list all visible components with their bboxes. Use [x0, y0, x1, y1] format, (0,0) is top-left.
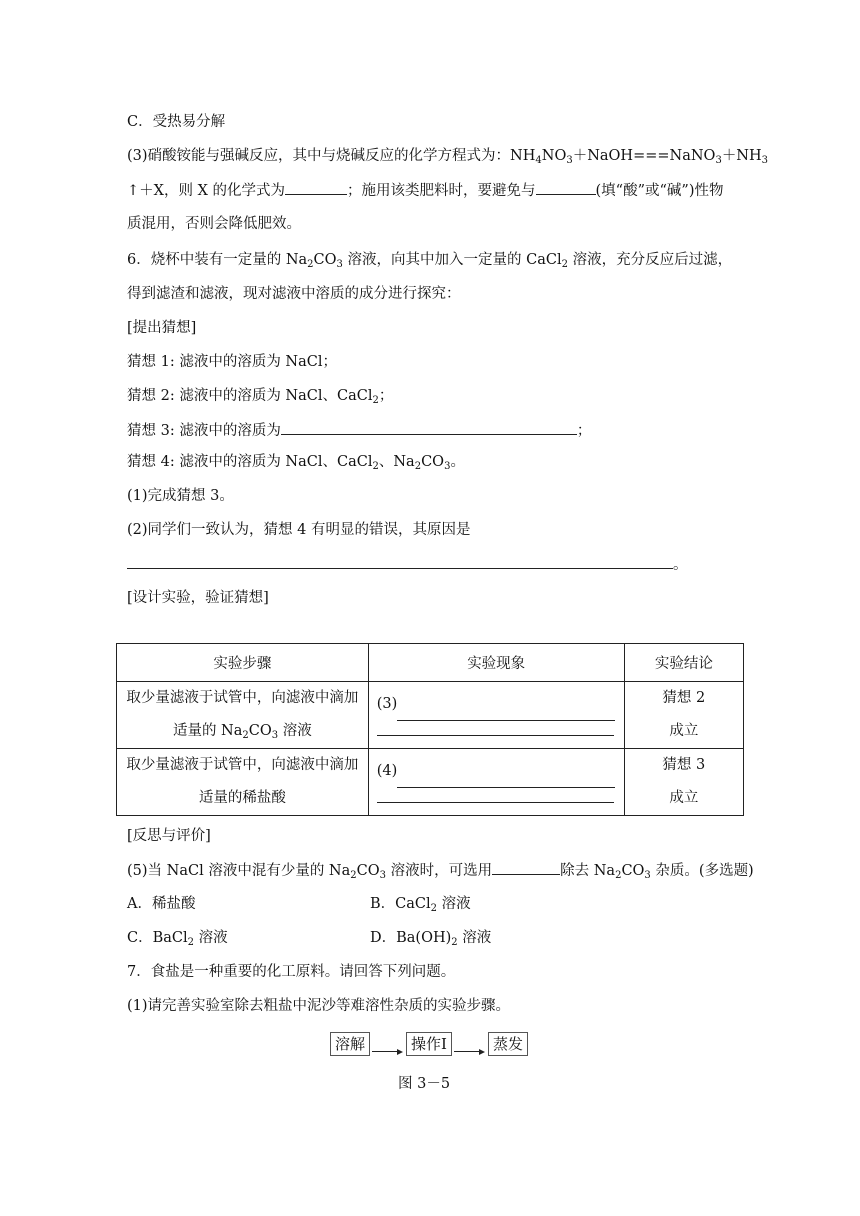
table-row	[117, 682, 744, 749]
question-2-text: (2)同学们一致认为，猜想 4 有明显的错误，其原因是	[127, 522, 471, 538]
table-header-steps: 实验步骤	[117, 644, 369, 682]
flow-step-evaporate: 蒸发	[488, 1032, 528, 1056]
row1-conclusion: 猜想 2 成立	[624, 682, 743, 749]
flow-step-operation-1: 操作Ⅰ	[406, 1032, 452, 1056]
option-a: A．稀盐酸	[127, 896, 196, 912]
option-b: B．CaCl$_2$ 溶液	[370, 896, 471, 914]
hypothesis-1: 猜想 1: 滤液中的溶质为 NaCl；	[127, 354, 338, 370]
answer-blank-3[interactable]	[397, 706, 615, 721]
question-2-answer-line: 。	[127, 554, 688, 575]
answer-blank-4[interactable]	[397, 773, 615, 788]
hypothesis-4: 猜想 4: 滤液中的溶质为 NaCl、CaCl$_2$、$Na_2CO_3$。	[127, 454, 465, 472]
option-c-text: C．受热易分解	[127, 114, 226, 130]
option-c: C．BaCl$_2$ 溶液	[127, 930, 228, 948]
flow-step-dissolve: 溶解	[330, 1032, 370, 1056]
figure-caption: 图 3－5	[398, 1076, 451, 1092]
question-3-line-2: ↑＋X，则 X 的化学式为 ；施用该类肥料时，要避免与 (填“酸”或“碱”)性物	[127, 180, 723, 201]
process-flow-diagram	[330, 1032, 528, 1056]
question-3-line-1: (3)硝酸铵能与强碱反应，其中与烧碱反应的化学方程式为：$NH_4NO_3+NaOH===NaNO_3+NH_3$	[127, 148, 769, 166]
row1-observation: (3)	[368, 682, 624, 749]
arrow-right-icon	[372, 1033, 404, 1055]
question-5-text: (5)当 NaCl 溶液中混有少量的 $Na_2CO_3$ 溶液时，可选用 除去 $Na_2CO_3$ 杂质。(多选题)	[127, 860, 754, 881]
section-reflection: [反思与评价]	[127, 828, 211, 844]
question-6-line-1: 6．烧杯中装有一定量的 $Na_2CO_3$ 溶液，向其中加入一定量的 CaCl$_2$ 溶液，充分反应后过滤，	[127, 252, 733, 270]
answer-blank-4b[interactable]	[377, 788, 614, 803]
row2-observation: (4)	[368, 749, 624, 816]
question-6-line-2: 得到滤渣和滤液，现对滤液中溶质的成分进行探究：	[127, 286, 461, 302]
answer-blank-hypothesis-3[interactable]	[281, 420, 577, 435]
table-header-observation: 实验现象	[368, 644, 624, 682]
row2-conclusion: 猜想 3 成立	[624, 749, 743, 816]
row1-step: 取少量滤液于试管中，向滤液中滴加 适量的 $Na_2CO_3$ 溶液	[117, 682, 369, 749]
arrow-right-icon	[454, 1033, 486, 1055]
question-7-text: 7．食盐是一种重要的化工原料。请回答下列问题。	[127, 964, 456, 980]
hypothesis-2: 猜想 2: 滤液中的溶质为 NaCl、CaCl$_2$；	[127, 388, 394, 406]
table-header-conclusion: 实验结论	[624, 644, 743, 682]
section-hypothesis: [提出猜想]	[127, 320, 197, 336]
table-row	[117, 749, 744, 816]
experiment-table	[116, 643, 744, 816]
question-3-line-3: 质混用，否则会降低肥效。	[127, 216, 301, 232]
option-d: D．$Ba(OH)_2$ 溶液	[370, 930, 492, 948]
answer-blank-5[interactable]	[492, 860, 560, 875]
question-1-text: (1)完成猜想 3。	[127, 488, 234, 504]
answer-blank-acid-base[interactable]	[536, 180, 596, 195]
question-7-1-text: (1)请完善实验室除去粗盐中泥沙等难溶性杂质的实验步骤。	[127, 998, 511, 1014]
row2-step: 取少量滤液于试管中，向滤液中滴加 适量的稀盐酸	[117, 749, 369, 816]
answer-blank-reason[interactable]	[127, 554, 673, 569]
answer-blank-x-formula[interactable]	[285, 180, 347, 195]
hypothesis-3: 猜想 3: 滤液中的溶质为 ；	[127, 420, 591, 441]
answer-blank-3b[interactable]	[377, 721, 614, 736]
section-design-experiment: [设计实验，验证猜想]	[127, 590, 269, 606]
